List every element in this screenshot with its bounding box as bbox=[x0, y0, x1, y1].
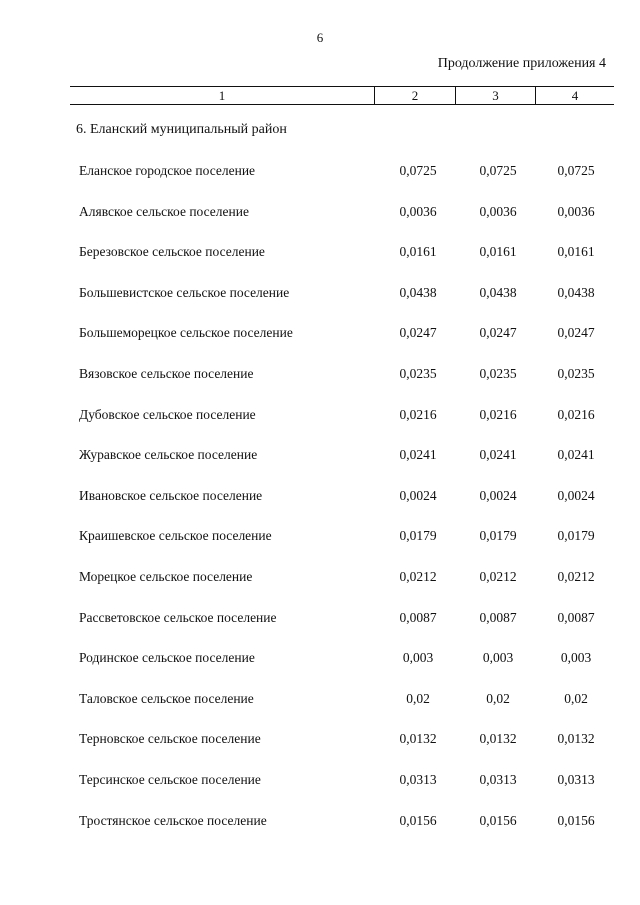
row-value-2: 0,0156 bbox=[399, 812, 437, 828]
continuation-label: Продолжение приложения 4 bbox=[437, 56, 606, 71]
header-col-2: 2 bbox=[375, 87, 456, 104]
row-name: Морецкое сельское поселение bbox=[79, 568, 253, 584]
table-row bbox=[0, 607, 640, 648]
table-row bbox=[0, 485, 640, 526]
row-value-2: 0,0132 bbox=[399, 731, 437, 747]
row-name: Большеморецкое сельское поселение bbox=[79, 325, 293, 341]
row-name: Вязовское сельское поселение bbox=[79, 365, 254, 381]
row-value-3: 0,0212 bbox=[479, 568, 517, 584]
row-value-3: 0,0235 bbox=[479, 365, 517, 381]
table-row bbox=[0, 566, 640, 607]
row-name: Краишевское сельское поселение bbox=[79, 528, 272, 544]
row-value-2: 0,003 bbox=[402, 650, 434, 666]
page-number: 6 bbox=[316, 30, 324, 45]
table-row bbox=[0, 769, 640, 810]
row-value-4: 0,0024 bbox=[557, 487, 595, 503]
row-value-2: 0,0725 bbox=[399, 163, 437, 178]
row-name: Терсинское сельское поселение bbox=[79, 771, 261, 787]
row-name: Дубовское сельское поселение bbox=[79, 406, 256, 422]
row-value-3: 0,0087 bbox=[479, 609, 517, 625]
row-value-4: 0,0087 bbox=[557, 609, 595, 625]
row-name: Терновское сельское поселение bbox=[79, 731, 261, 747]
table-row bbox=[0, 363, 640, 404]
row-name: Ивановское сельское поселение bbox=[79, 487, 263, 503]
header-col-3: 3 bbox=[456, 87, 536, 104]
row-value-4: 0,0212 bbox=[557, 568, 595, 584]
row-value-3: 0,02 bbox=[486, 690, 510, 706]
table-row bbox=[0, 160, 640, 201]
row-value-2: 0,0024 bbox=[399, 487, 437, 503]
row-value-4: 0,0161 bbox=[557, 244, 595, 260]
row-value-3: 0,003 bbox=[482, 650, 514, 666]
table-row bbox=[0, 404, 640, 445]
row-name: Еланское городское поселение bbox=[79, 163, 256, 178]
row-value-4: 0,0132 bbox=[557, 731, 595, 747]
table-row bbox=[0, 444, 640, 485]
row-value-2: 0,0216 bbox=[399, 406, 437, 422]
table-row bbox=[0, 688, 640, 729]
table-row bbox=[0, 810, 640, 851]
row-value-3: 0,0036 bbox=[479, 203, 517, 219]
row-value-2: 0,0247 bbox=[399, 325, 437, 341]
table-row bbox=[0, 241, 640, 282]
row-value-2: 0,0212 bbox=[399, 568, 437, 584]
row-value-4: 0,0241 bbox=[557, 447, 595, 463]
row-value-4: 0,0216 bbox=[557, 406, 595, 422]
row-value-4: 0,003 bbox=[560, 650, 592, 666]
row-value-3: 0,0161 bbox=[479, 244, 517, 260]
row-value-2: 0,0179 bbox=[399, 528, 437, 544]
table-row bbox=[0, 322, 640, 363]
row-name: Березовское сельское поселение bbox=[79, 244, 265, 260]
row-value-4: 0,0438 bbox=[557, 284, 595, 300]
section-title: 6. Еланский муниципальный район bbox=[76, 122, 287, 137]
row-value-2: 0,02 bbox=[406, 690, 430, 706]
row-value-2: 0,0235 bbox=[399, 365, 437, 381]
row-name: Рассветовское сельское поселение bbox=[79, 609, 277, 625]
row-value-4: 0,0313 bbox=[557, 771, 595, 787]
row-name: Большевистское сельское поселение bbox=[79, 284, 290, 300]
table-row bbox=[0, 647, 640, 688]
row-name: Алявское сельское поселение bbox=[79, 203, 249, 219]
row-value-3: 0,0216 bbox=[479, 406, 517, 422]
row-value-4: 0,0725 bbox=[557, 163, 595, 178]
row-value-3: 0,0156 bbox=[479, 812, 517, 828]
row-name: Журавское сельское поселение bbox=[79, 447, 258, 463]
row-value-3: 0,0313 bbox=[479, 771, 517, 787]
row-value-2: 0,0087 bbox=[399, 609, 437, 625]
row-value-2: 0,0036 bbox=[399, 203, 437, 219]
row-value-3: 0,0438 bbox=[479, 284, 517, 300]
row-value-4: 0,0179 bbox=[557, 528, 595, 544]
row-value-4: 0,0235 bbox=[557, 365, 595, 381]
row-value-3: 0,0247 bbox=[479, 325, 517, 341]
row-value-4: 0,0156 bbox=[557, 812, 595, 828]
row-name: Родинское сельское поселение bbox=[79, 650, 255, 666]
row-value-3: 0,0132 bbox=[479, 731, 517, 747]
row-value-4: 0,0247 bbox=[557, 325, 595, 341]
table-row bbox=[0, 201, 640, 242]
row-value-2: 0,0438 bbox=[399, 284, 437, 300]
row-value-4: 0,02 bbox=[564, 690, 588, 706]
table-body bbox=[0, 160, 640, 850]
table-row bbox=[0, 282, 640, 323]
row-value-3: 0,0241 bbox=[479, 447, 517, 463]
row-name: Таловское сельское поселение bbox=[79, 690, 254, 706]
row-value-2: 0,0241 bbox=[399, 447, 437, 463]
header-col-1: 1 bbox=[70, 87, 375, 104]
row-value-2: 0,0161 bbox=[399, 244, 437, 260]
row-value-3: 0,0179 bbox=[479, 528, 517, 544]
row-value-4: 0,0036 bbox=[557, 203, 595, 219]
row-value-2: 0,0313 bbox=[399, 771, 437, 787]
table-header bbox=[70, 86, 614, 105]
table-row bbox=[0, 728, 640, 769]
row-value-3: 0,0725 bbox=[479, 163, 517, 178]
row-name: Тростянское сельское поселение bbox=[79, 812, 267, 828]
table-row bbox=[0, 525, 640, 566]
row-value-3: 0,0024 bbox=[479, 487, 517, 503]
header-col-4: 4 bbox=[571, 88, 579, 103]
